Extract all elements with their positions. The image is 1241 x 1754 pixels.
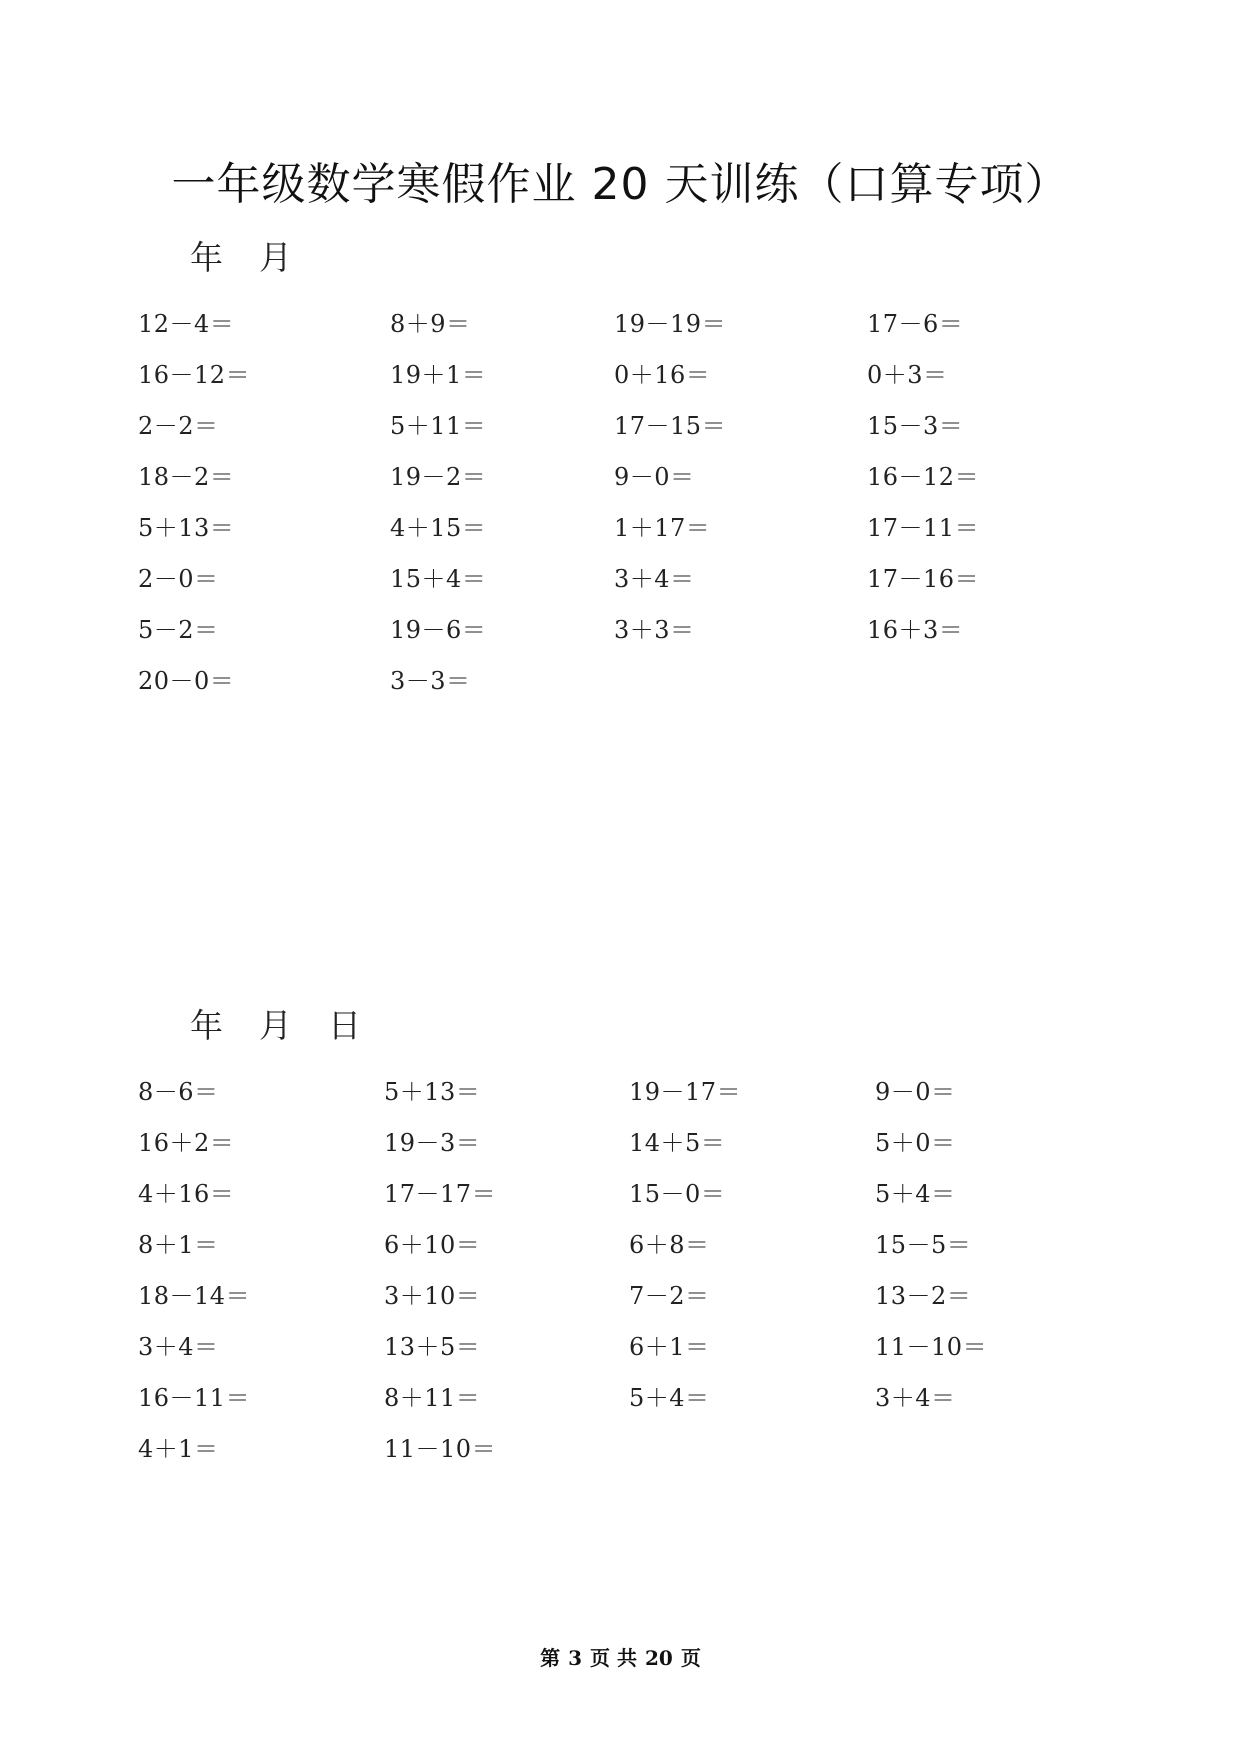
problem-item: 19－17＝	[629, 1078, 742, 1106]
problem-item: 9－0＝	[875, 1078, 956, 1106]
problem-item: 16－11＝	[138, 1384, 251, 1412]
date-label: 年	[190, 238, 223, 277]
page-footer	[0, 1642, 1241, 1671]
problem-item: 17－17＝	[384, 1180, 497, 1208]
problem-item: 2－2＝	[138, 412, 219, 440]
problem-item: 18－14＝	[138, 1282, 251, 1310]
problem-item: 8＋1＝	[138, 1231, 219, 1259]
problem-item: 18－2＝	[138, 463, 235, 491]
problem-item: 6＋1＝	[629, 1333, 710, 1361]
problem-item: 5＋4＝	[629, 1384, 710, 1412]
problem-item: 19＋1＝	[390, 361, 487, 389]
problem-item: 19－6＝	[390, 616, 487, 644]
footer-middle: 页 共	[590, 1646, 638, 1670]
problem-item: 3＋4＝	[614, 565, 695, 593]
date-label: 日	[328, 1006, 361, 1045]
footer-page-number: 3	[568, 1646, 583, 1670]
problem-item: 19－19＝	[614, 310, 727, 338]
problem-item: 3＋4＝	[138, 1333, 219, 1361]
problem-item: 8＋11＝	[384, 1384, 481, 1412]
problem-item: 2－0＝	[138, 565, 219, 593]
footer-suffix: 页	[680, 1646, 701, 1670]
problem-grid-1	[138, 304, 1138, 695]
problem-item: 7－2＝	[629, 1282, 710, 1310]
problem-item: 3＋3＝	[614, 616, 695, 644]
problem-item: 8＋9＝	[390, 310, 471, 338]
problem-item: 11－10＝	[875, 1333, 988, 1361]
date-label: 月	[259, 238, 292, 277]
problem-item: 1＋17＝	[614, 514, 711, 542]
problem-item: 16－12＝	[867, 463, 980, 491]
problem-item: 5－2＝	[138, 616, 219, 644]
page-title: 一年级数学寒假作业 20 天训练（口算专项）	[171, 159, 1070, 210]
problem-item: 5＋11＝	[390, 412, 487, 440]
problem-item: 4＋1＝	[138, 1435, 219, 1463]
problem-item: 15＋4＝	[390, 565, 487, 593]
problem-item: 13＋5＝	[384, 1333, 481, 1361]
problem-item: 6＋8＝	[629, 1231, 710, 1259]
problem-item: 0＋16＝	[614, 361, 711, 389]
date-line-2	[190, 1000, 397, 1047]
problem-item: 0＋3＝	[867, 361, 948, 389]
problem-item: 15－5＝	[875, 1231, 972, 1259]
problem-item: 17－15＝	[614, 412, 727, 440]
date-line-1	[190, 232, 328, 279]
problem-item: 5＋4＝	[875, 1180, 956, 1208]
problem-item: 5＋0＝	[875, 1129, 956, 1157]
problem-item: 5＋13＝	[138, 514, 235, 542]
date-label: 年	[190, 1006, 223, 1045]
problem-grid-2	[138, 1072, 1138, 1463]
problem-item: 17－11＝	[867, 514, 980, 542]
problem-item: 15－3＝	[867, 412, 964, 440]
problem-item: 4＋16＝	[138, 1180, 235, 1208]
problem-item: 8－6＝	[138, 1078, 219, 1106]
problem-item: 12－4＝	[138, 310, 235, 338]
problem-item: 17－6＝	[867, 310, 964, 338]
problem-item: 16－12＝	[138, 361, 251, 389]
problem-item: 14＋5＝	[629, 1129, 726, 1157]
date-label: 月	[259, 1006, 292, 1045]
problem-item: 19－2＝	[390, 463, 487, 491]
problem-item: 3－3＝	[390, 667, 471, 695]
problem-item: 19－3＝	[384, 1129, 481, 1157]
problem-item: 17－16＝	[867, 565, 980, 593]
problem-item: 3＋10＝	[384, 1282, 481, 1310]
problem-item: 5＋13＝	[384, 1078, 481, 1106]
problem-item: 6＋10＝	[384, 1231, 481, 1259]
problem-item: 20－0＝	[138, 667, 235, 695]
footer-total-pages: 20	[645, 1646, 673, 1670]
problem-item: 15－0＝	[629, 1180, 726, 1208]
problem-item: 16＋2＝	[138, 1129, 235, 1157]
problem-item: 9－0＝	[614, 463, 695, 491]
problem-item: 11－10＝	[384, 1435, 497, 1463]
problem-item: 4＋15＝	[390, 514, 487, 542]
footer-prefix: 第	[540, 1646, 561, 1670]
problem-item: 13－2＝	[875, 1282, 972, 1310]
problem-item: 16＋3＝	[867, 616, 964, 644]
problem-item: 3＋4＝	[875, 1384, 956, 1412]
